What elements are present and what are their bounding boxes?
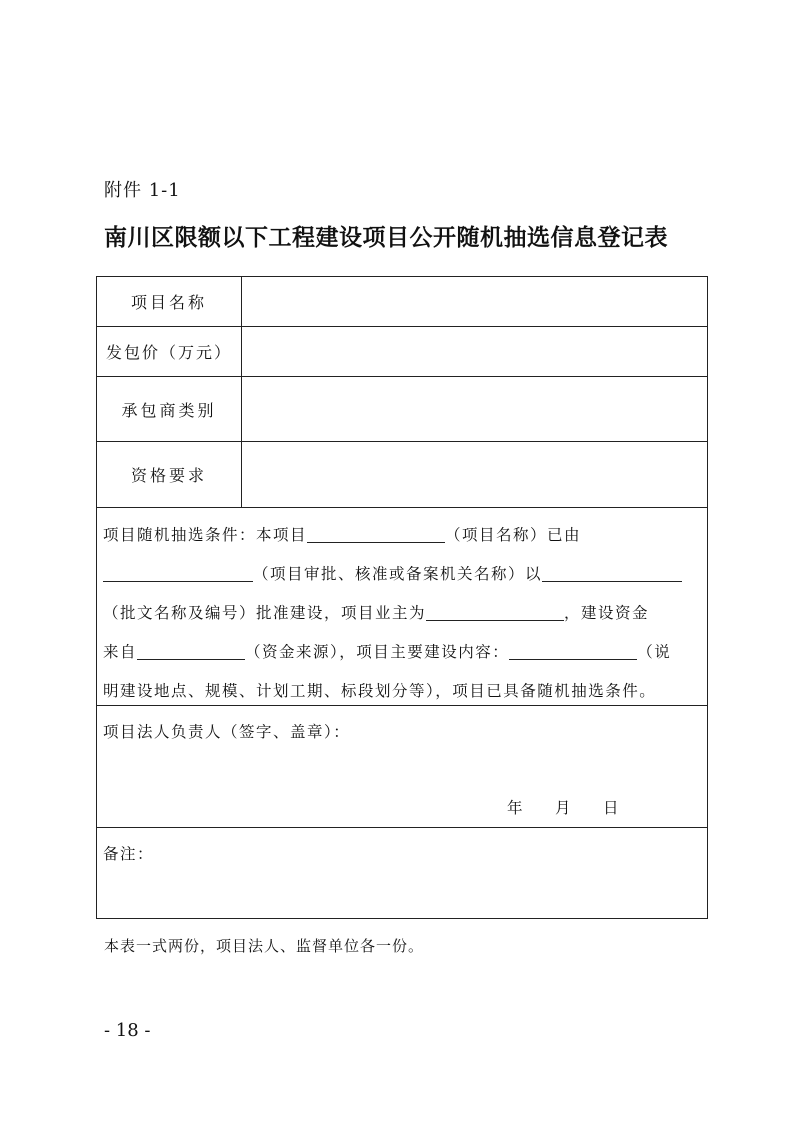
approval-authority-blank[interactable] <box>103 563 253 582</box>
project-owner-blank[interactable] <box>426 602 564 621</box>
legal-person-label: 项目法人负责人（签字、盖章）： <box>103 723 351 741</box>
qualification-label: 资格要求 <box>97 442 242 507</box>
attachment-label: 附件 1-1 <box>104 180 181 201</box>
row-contract-price <box>97 327 707 377</box>
row-qualification <box>97 442 707 508</box>
row-contractor-category <box>97 377 707 442</box>
contract-price-label: 发包价（万元） <box>97 327 242 376</box>
qualification-field[interactable] <box>242 442 707 507</box>
conditions-line5: 明建设地点、规模、计划工期、标段划分等），项目已具备随机抽选条件。 <box>103 682 657 700</box>
row-selection-conditions <box>97 508 707 706</box>
conditions-line4-suffix: （说 <box>637 643 672 661</box>
project-name-blank[interactable] <box>307 524 445 543</box>
conditions-line3-prefix: （批文名称及编号）批准建设，项目业主为 <box>103 604 427 622</box>
selection-conditions-text <box>103 516 701 711</box>
date-month-label: 月 <box>555 799 571 817</box>
conditions-line1-suffix: （项目名称）已由 <box>445 526 582 544</box>
contract-price-field[interactable] <box>242 327 707 376</box>
contractor-category-label: 承包商类别 <box>97 377 242 441</box>
contractor-category-field[interactable] <box>242 377 707 441</box>
approval-document-blank[interactable] <box>542 563 682 582</box>
project-name-label: 项目名称 <box>97 277 242 326</box>
date-day-label: 日 <box>603 799 619 817</box>
row-remarks <box>97 828 707 918</box>
document-title: 南川区限额以下工程建设项目公开随机抽选信息登记表 <box>104 224 668 251</box>
conditions-line4-middle: （资金来源），项目主要建设内容： <box>245 643 510 661</box>
page-number: - 18 - <box>104 1020 151 1041</box>
conditions-line3-suffix: ，建设资金 <box>564 604 650 622</box>
remarks-label: 备注： <box>103 845 155 863</box>
footnote: 本表一式两份，项目法人、监督单位各一份。 <box>104 937 425 955</box>
funding-source-blank[interactable] <box>137 641 245 660</box>
conditions-line1-prefix: 项目随机抽选条件：本项目 <box>103 526 308 544</box>
conditions-line4-prefix: 来自 <box>103 643 138 661</box>
registration-form-table <box>96 276 708 919</box>
date-year-label: 年 <box>507 799 523 817</box>
row-project-name <box>97 277 707 327</box>
conditions-line2-middle: （项目审批、核准或备案机关名称）以 <box>253 565 543 583</box>
row-legal-person-signature <box>97 706 707 828</box>
project-name-field[interactable] <box>242 277 707 326</box>
construction-content-blank[interactable] <box>509 641 637 660</box>
